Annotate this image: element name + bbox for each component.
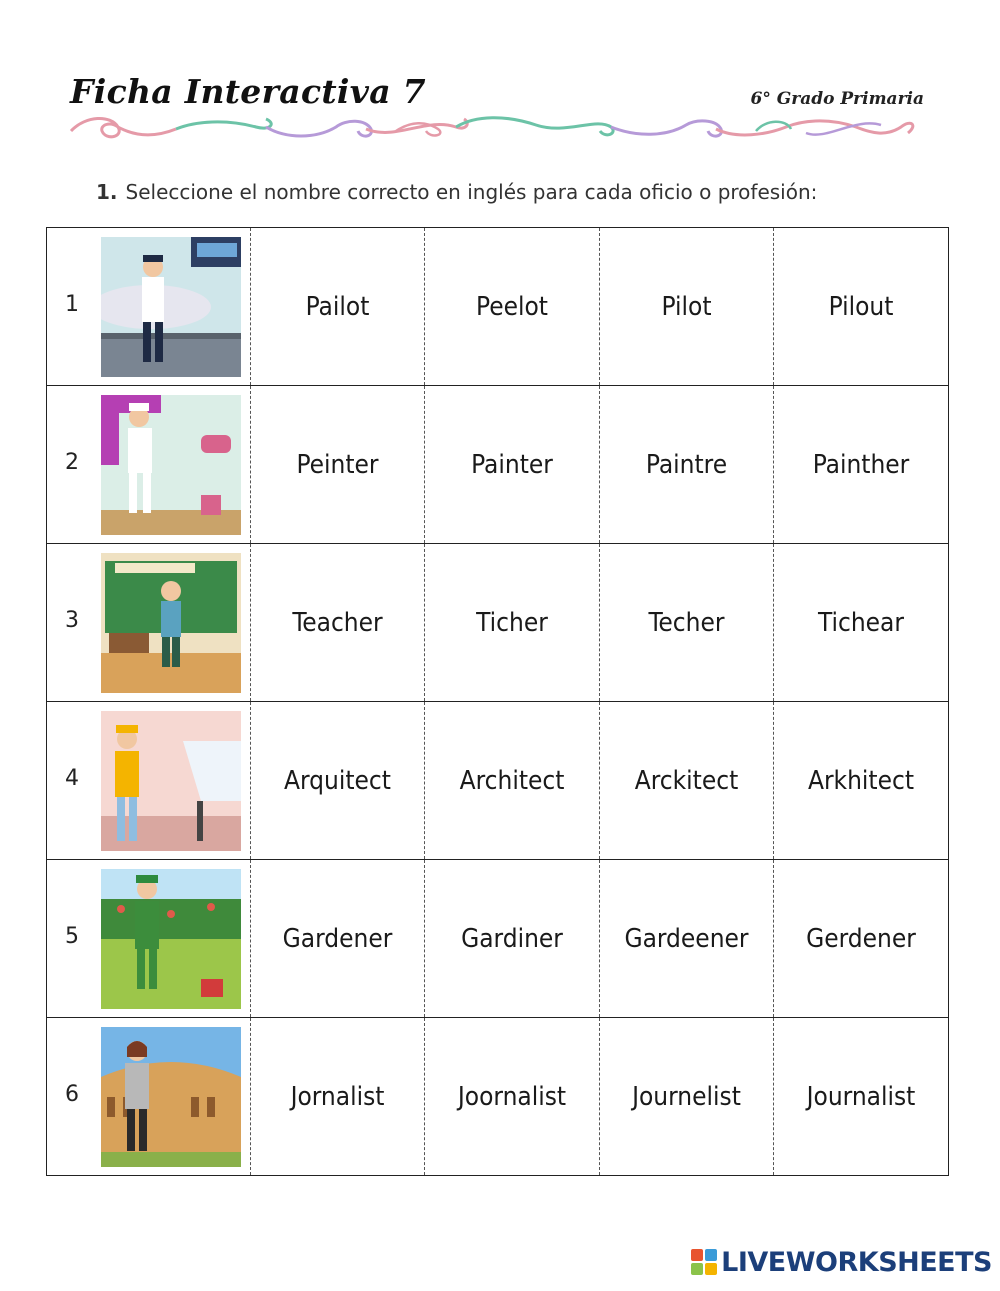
row-number: 1 [65,292,79,317]
row-number: 2 [65,450,79,475]
answer-option[interactable]: Pilout [774,228,949,386]
liveworksheets-logo [691,1247,992,1277]
decorative-swirl-divider [66,113,918,147]
table-row [47,386,949,544]
table-row [47,860,949,1018]
answer-option[interactable]: Gardener [251,860,425,1018]
row-number: 6 [65,1082,79,1107]
row-picture-cell [47,860,251,1018]
answer-option[interactable]: Paintre [600,386,774,544]
table-row [47,228,949,386]
answer-option[interactable]: Arquitect [251,702,425,860]
gardener-illustration [101,869,241,1009]
answer-option[interactable]: Gardiner [425,860,600,1018]
answer-option[interactable]: Teacher [251,544,425,702]
answer-option[interactable]: Pilot [600,228,774,386]
teacher-illustration [101,553,241,693]
row-number: 3 [65,608,79,633]
answer-option[interactable]: Techer [600,544,774,702]
answer-option[interactable]: Ticher [425,544,600,702]
row-picture-cell [47,386,251,544]
row-number: 4 [65,766,79,791]
answer-option[interactable]: Painter [425,386,600,544]
answer-option[interactable]: Journalist [774,1018,949,1176]
logo-tile [691,1249,703,1261]
answer-option[interactable]: Jornalist [251,1018,425,1176]
logo-tiles-icon [691,1249,717,1275]
instruction-line [96,180,817,204]
answer-option[interactable]: Tichear [774,544,949,702]
answer-option[interactable]: Arckitect [600,702,774,860]
architect-illustration [101,711,241,851]
answer-option[interactable]: Journelist [600,1018,774,1176]
pilot-illustration [101,237,241,377]
answer-option[interactable]: Architect [425,702,600,860]
answer-option[interactable]: Painther [774,386,949,544]
answer-table [46,227,949,1176]
row-picture-cell [47,228,251,386]
worksheet-title: Ficha Interactiva 7 [70,72,426,111]
row-picture-cell [47,544,251,702]
table-row [47,1018,949,1176]
answer-option[interactable]: Gardeener [600,860,774,1018]
grade-label: 6° Grado Primaria [750,89,924,109]
table-row [47,544,949,702]
instruction-text: Seleccione el nombre correcto en inglés para cada oficio o profesión: [125,180,818,204]
row-picture-cell [47,702,251,860]
journalist-illustration [101,1027,241,1167]
instruction-number: 1. [96,180,118,204]
answer-option[interactable]: Joornalist [425,1018,600,1176]
logo-tile [691,1263,703,1275]
row-number: 5 [65,924,79,949]
painter-illustration [101,395,241,535]
logo-tile [705,1249,717,1261]
table-row [47,702,949,860]
logo-tile [705,1263,717,1275]
answer-option[interactable]: Peelot [425,228,600,386]
row-picture-cell [47,1018,251,1176]
logo-wordmark: LIVEWORKSHEETS [721,1246,992,1278]
answer-option[interactable]: Peinter [251,386,425,544]
answer-option[interactable]: Arkhitect [774,702,949,860]
answer-option[interactable]: Gerdener [774,860,949,1018]
answer-option[interactable]: Pailot [251,228,425,386]
